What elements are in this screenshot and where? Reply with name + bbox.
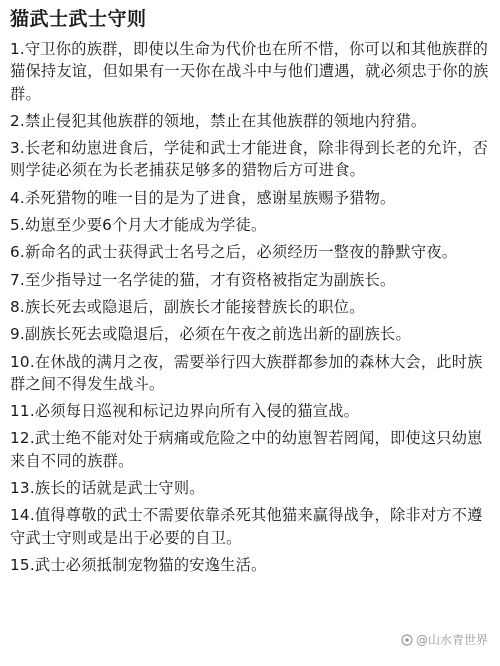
rule-item: 5.幼崽至少要6个月大才能成为学徒。 (10, 216, 267, 235)
rule-item: 10.在休战的满月之夜，需要举行四大族群都参加的森林大会，此时族群之间不得发生战斗。 (10, 352, 483, 393)
watermark-text: @山水青世界 (415, 633, 488, 647)
document-title: 猫武士武士守则 (10, 8, 147, 30)
rules-list (10, 38, 492, 576)
rule-item: 2.禁止侵犯其他族群的领地，禁止在其他族群的领地内狩猎。 (10, 111, 427, 130)
rule-item: 12.武士绝不能对处于病痛或危险之中的幼崽智若罔闻，即使这只幼崽来自不同的族群。 (10, 429, 483, 470)
rule-item: 4.杀死猎物的唯一目的是为了进食，感谢星族赐予猎物。 (10, 188, 396, 207)
rule-item: 9.副族长死去或隐退后，必须在午夜之前选出新的副族长。 (10, 325, 411, 344)
rule-item: 11.必须每日巡视和标记边界向所有入侵的猫宣战。 (10, 402, 360, 421)
rule-item: 7.至少指导过一名学徒的猫，才有资格被指定为副族长。 (10, 270, 396, 289)
rule-item: 1.守卫你的族群，即使以生命为代价也在所不惜，你可以和其他族群的猫保持友谊，但如果有一天你在战斗中与他们遭遇，就必须忠于你的族群。 (10, 40, 489, 103)
rule-item: 13.族长的话就是武士守则。 (10, 479, 205, 498)
rule-item: 8.族长死去或隐退后，副族长才能接替族长的职位。 (10, 297, 365, 316)
watermark-logo-icon (401, 634, 413, 646)
rule-item: 15.武士必须抵制宠物猫的安逸生活。 (10, 555, 267, 574)
watermark (399, 631, 490, 648)
rule-item: 6.新命名的武士获得武士名号之后，必须经历一整夜的静默守夜。 (10, 243, 458, 262)
rule-item: 14.值得尊敬的武士不需要依靠杀死其他猫来赢得战争，除非对方不遵守武士守则或是出于必要的自卫。 (10, 506, 483, 547)
rule-item: 3.长老和幼崽进食后，学徒和武士才能进食，除非得到长老的允许，否则学徒必须在为长老捕获足够多的猎物后方可进食。 (10, 139, 489, 180)
